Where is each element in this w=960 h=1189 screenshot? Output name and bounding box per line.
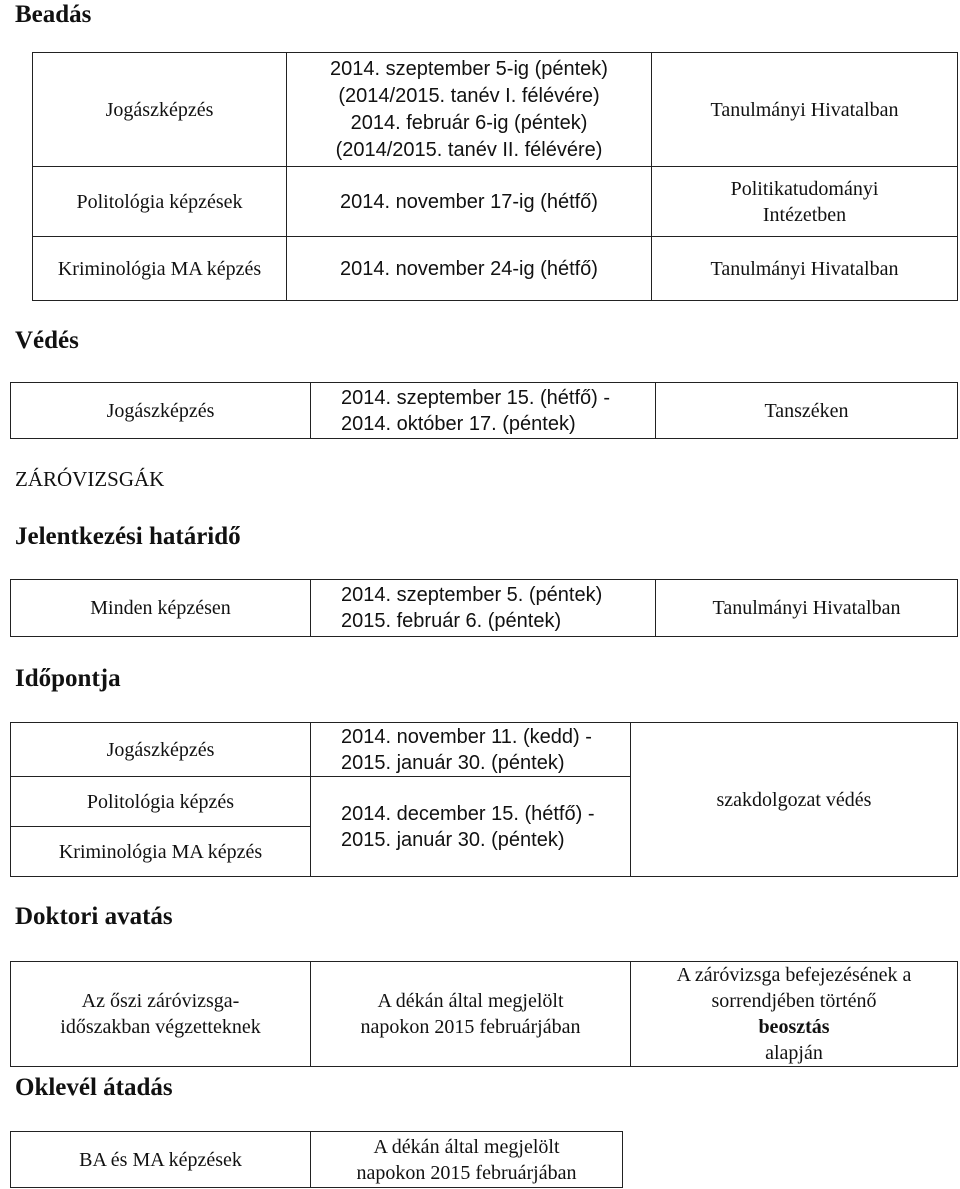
who-cell: Az őszi záróvizsga- időszakban végzetteknek xyxy=(11,962,311,1067)
bold-text: beosztás xyxy=(758,1016,830,1038)
section-heading-vedes: Védés xyxy=(15,327,79,354)
section-heading-beadas: Beadás xyxy=(15,1,92,28)
program-cell: Kriminológia MA képzés xyxy=(11,827,311,877)
table-row xyxy=(33,53,958,167)
place-cell: Tanszéken xyxy=(656,383,958,439)
date-cell: 2014. szeptember 5-ig (péntek) (2014/2015. tanév I. félévére) 2014. február 6-ig (péntek) (2014/2015. tanév II. félévére) xyxy=(287,53,652,167)
section-heading-idopontja: Időpontja xyxy=(15,665,121,692)
program-cell: Jogászképzés xyxy=(11,383,311,439)
program-cell: Politológia képzések xyxy=(33,167,287,237)
who-cell: BA és MA képzések xyxy=(11,1132,311,1188)
date-cell: 2014. szeptember 15. (hétfő) - 2014. október 17. (péntek) xyxy=(311,383,656,439)
date-cell: 2014. december 15. (hétfő) - 2015. január 30. (péntek) xyxy=(311,777,631,877)
place-cell: Tanulmányi Hivatalban xyxy=(656,580,958,637)
oklevel-table xyxy=(10,1131,623,1188)
program-cell: Jogászképzés xyxy=(33,53,287,167)
table-row xyxy=(11,1132,623,1188)
section-heading-oklevel: Oklevél átadás xyxy=(15,1074,173,1101)
date-cell: 2014. szeptember 5. (péntek) 2015. február 6. (péntek) xyxy=(311,580,656,637)
place-cell: Tanulmányi Hivatalban xyxy=(652,53,958,167)
idopontja-table xyxy=(10,722,958,877)
table-row xyxy=(11,962,958,1067)
date-cell: 2014. november 11. (kedd) - 2015. január 30. (péntek) xyxy=(311,723,631,777)
table-row xyxy=(11,723,958,777)
when-cell: A dékán által megjelölt napokon 2015 februárjában xyxy=(311,962,631,1067)
place-cell: Tanulmányi Hivatalban xyxy=(652,237,958,301)
table-row xyxy=(11,580,958,637)
table-row xyxy=(33,167,958,237)
section-heading-zarovizsgak: ZÁRÓVIZSGÁK xyxy=(15,467,165,491)
program-cell: Politológia képzés xyxy=(11,777,311,827)
note-cell: szakdolgozat védés xyxy=(631,723,958,877)
place-cell: Politikatudományi Intézetben xyxy=(652,167,958,237)
doktori-table xyxy=(10,961,958,1067)
beadas-table xyxy=(32,52,958,301)
jelentkezes-table xyxy=(10,579,958,637)
table-row xyxy=(11,383,958,439)
program-cell: Kriminológia MA képzés xyxy=(33,237,287,301)
how-cell: A záróvizsga befejezésének a sorrendjében történő beosztás alapján xyxy=(631,962,958,1067)
section-heading-jelentkezes: Jelentkezési határidő xyxy=(15,523,241,550)
date-cell: 2014. november 24-ig (hétfő) xyxy=(287,237,652,301)
vedes-table xyxy=(10,382,958,439)
table-row xyxy=(33,237,958,301)
date-cell: 2014. november 17-ig (hétfő) xyxy=(287,167,652,237)
program-cell: Minden képzésen xyxy=(11,580,311,637)
program-cell: Jogászképzés xyxy=(11,723,311,777)
section-heading-doktori: Doktori avatás xyxy=(15,903,173,930)
when-cell: A dékán által megjelölt napokon 2015 februárjában xyxy=(311,1132,623,1188)
